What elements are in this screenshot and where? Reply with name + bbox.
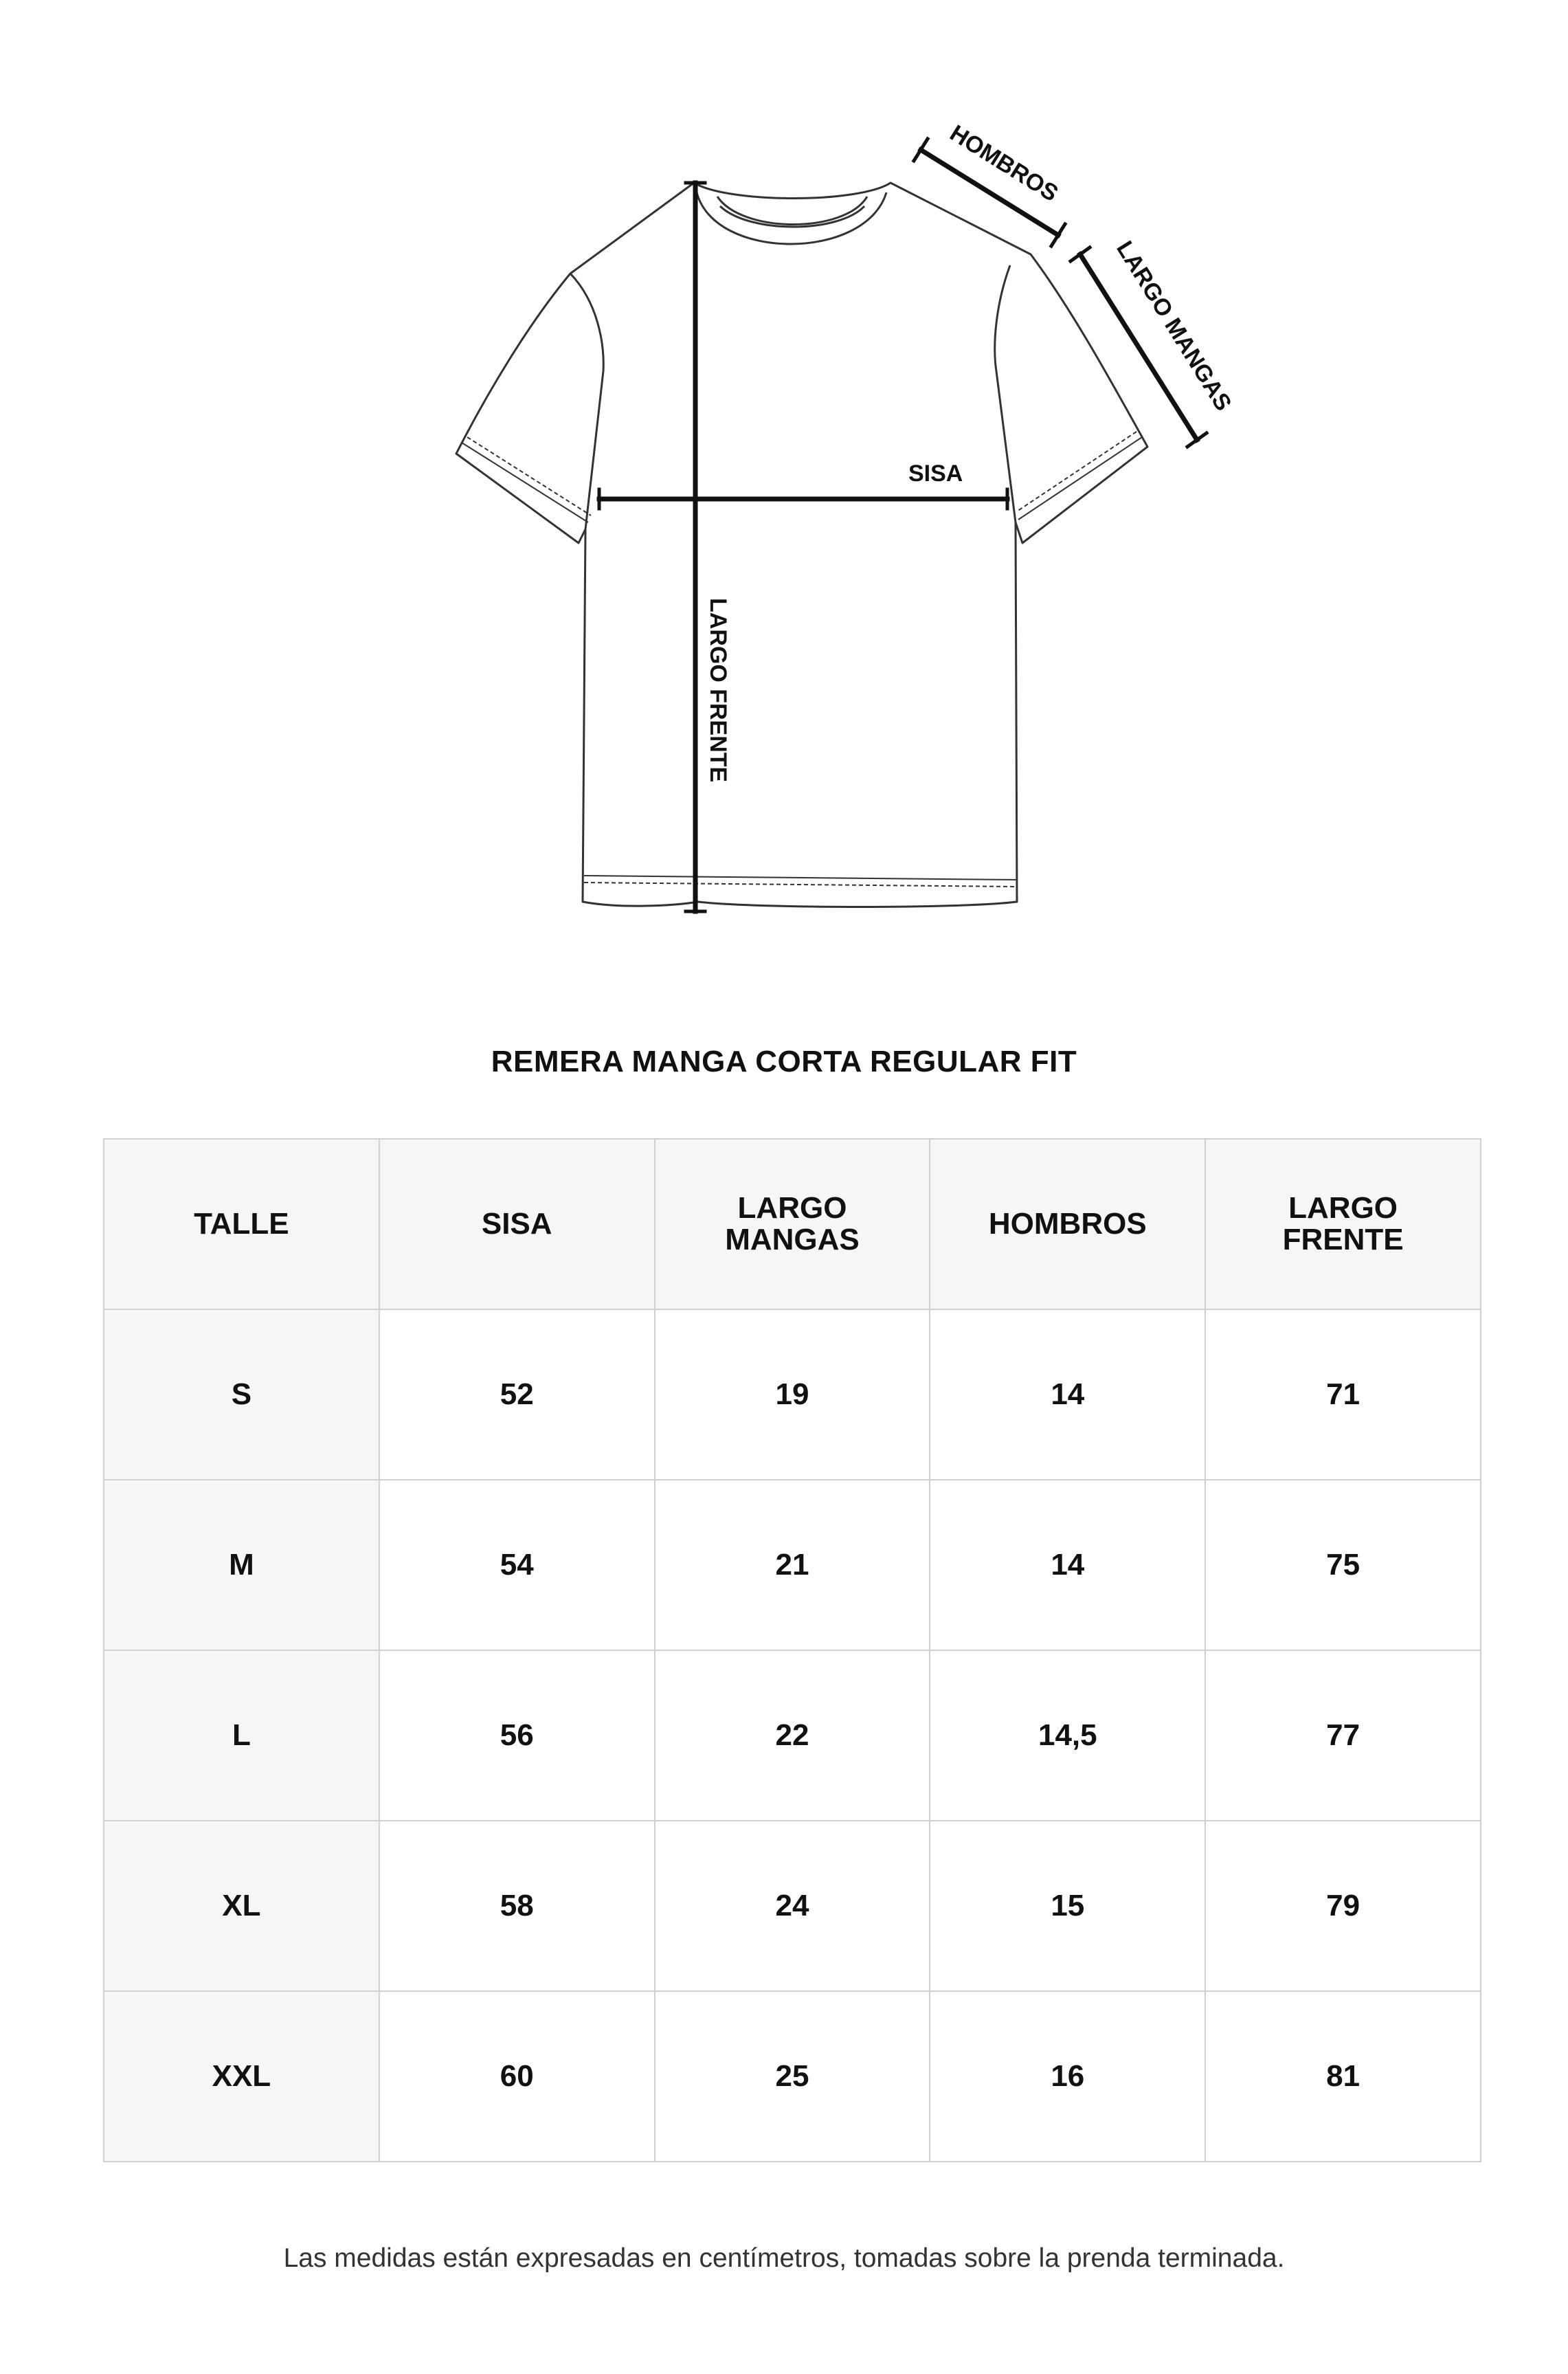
cell-largo-frente: 75 <box>1205 1480 1481 1650</box>
cell-largo-mangas: 24 <box>655 1821 930 1991</box>
cell-talle: XXL <box>104 1991 379 2162</box>
header-talle: TALLE <box>104 1139 379 1309</box>
tshirt-measurement-diagram <box>0 0 1568 962</box>
cell-sisa: 56 <box>379 1650 655 1821</box>
cell-sisa: 54 <box>379 1480 655 1650</box>
tshirt-outline <box>456 183 1147 907</box>
cell-sisa: 58 <box>379 1821 655 1991</box>
size-chart-table <box>103 1138 1481 2162</box>
table-row <box>104 1991 1481 2162</box>
table-row <box>104 1480 1481 1650</box>
hombros-label: HOMBROS <box>945 120 1063 207</box>
sisa-label: SISA <box>908 461 963 487</box>
cell-talle: M <box>104 1480 379 1650</box>
cell-largo-mangas: 25 <box>655 1991 930 2162</box>
table-row <box>104 1309 1481 1480</box>
page-title: REMERA MANGA CORTA REGULAR FIT <box>491 1045 1077 1078</box>
cell-sisa: 52 <box>379 1309 655 1480</box>
cell-largo-mangas: 21 <box>655 1480 930 1650</box>
largo-mangas-label: LARGO MANGAS <box>1111 236 1237 416</box>
table-row <box>104 1650 1481 1821</box>
cell-hombros: 15 <box>930 1821 1205 1991</box>
cell-largo-frente: 81 <box>1205 1991 1481 2162</box>
header-sisa: SISA <box>379 1139 655 1309</box>
largo-frente-label: LARGO FRENTE <box>705 598 731 783</box>
cell-talle: XL <box>104 1821 379 1991</box>
cell-largo-mangas: 19 <box>655 1309 930 1480</box>
cell-largo-frente: 79 <box>1205 1821 1481 1991</box>
cell-largo-frente: 71 <box>1205 1309 1481 1480</box>
cell-hombros: 14,5 <box>930 1650 1205 1821</box>
cell-sisa: 60 <box>379 1991 655 2162</box>
header-hombros: HOMBROS <box>930 1139 1205 1309</box>
cell-talle: S <box>104 1309 379 1480</box>
cell-largo-frente: 77 <box>1205 1650 1481 1821</box>
cell-largo-mangas: 22 <box>655 1650 930 1821</box>
cell-hombros: 14 <box>930 1309 1205 1480</box>
cell-talle: L <box>104 1650 379 1821</box>
header-largo-frente: LARGO FRENTE <box>1205 1139 1481 1309</box>
table-header-row <box>104 1139 1481 1309</box>
cell-hombros: 16 <box>930 1991 1205 2162</box>
header-largo-mangas: LARGO MANGAS <box>655 1139 930 1309</box>
footnote: Las medidas están expresadas en centímetros, tomadas sobre la prenda terminada. <box>283 2243 1285 2273</box>
cell-hombros: 14 <box>930 1480 1205 1650</box>
table-row <box>104 1821 1481 1991</box>
